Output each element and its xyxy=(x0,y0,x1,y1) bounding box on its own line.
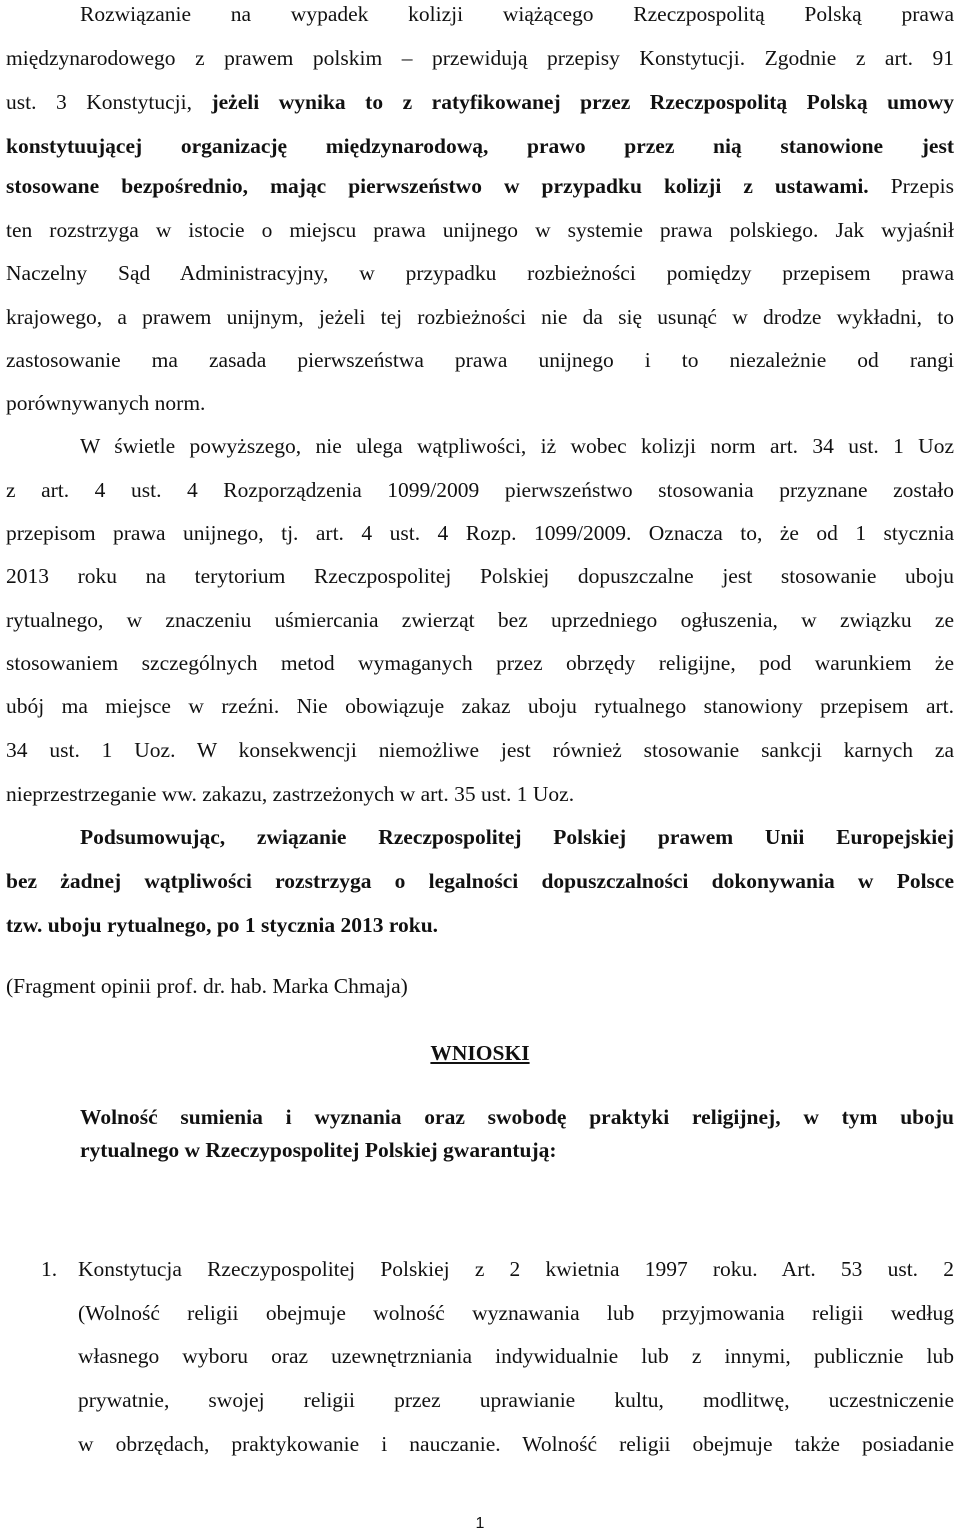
summary-line: tzw. uboju rytualnego, po 1 stycznia 2013 roku. xyxy=(6,913,439,937)
text-line: ubój ma miejsce w rzeźni. Nie obowiązuje zakaz uboju rytualnego stanowiony przepisem art. xyxy=(6,694,954,718)
summary-line: Podsumowując, związanie Rzeczpospolitej Polskiej prawem Unii Europejskiej xyxy=(80,825,954,849)
text-line: 34 ust. 1 Uoz. W konsekwencji niemożliwe jest również stosowanie sankcji karnych za xyxy=(6,738,954,762)
attribution: (Fragment opinii prof. dr. hab. Marka Chmaja) xyxy=(6,974,408,998)
list-item-line: (Wolność religii obejmuje wolność wyznawania lub przyjmowania religii według xyxy=(78,1301,954,1325)
intro-bold-line: rytualnego w Rzeczypospolitej Polskiej gwarantują: xyxy=(80,1138,557,1162)
text-line: krajowego, a prawem unijnym, jeżeli tej rozbieżności nie da się usunąć w drodze wykładni, to xyxy=(6,305,954,329)
text-line: stosowaniem szczególnych metod wymaganych przez obrzędy religijne, pod warunkiem że xyxy=(6,651,954,675)
text-line: W świetle powyższego, nie ulega wątpliwości, iż wobec kolizji norm art. 34 ust. 1 Uoz xyxy=(80,434,954,458)
section-heading: WNIOSKI xyxy=(430,1041,530,1065)
summary-line: bez żadnej wątpliwości rozstrzyga o legalności dopuszczalności dokonywania w Polsce xyxy=(6,869,954,893)
text-line: Rozwiązanie na wypadek kolizji wiążącego Rzeczpospolitą Polską prawa xyxy=(80,2,954,26)
text-line: konstytuującej organizację międzynarodową, prawo przez nią stanowione jest xyxy=(6,134,954,158)
page-number: 1 xyxy=(475,1515,485,1532)
list-item-line: prywatnie, swojej religii przez uprawianie kultu, modlitwę, uczestniczenie xyxy=(78,1388,954,1412)
text-line: międzynarodowego z prawem polskim – przewidują przepisy Konstytucji. Zgodnie z art. 91 xyxy=(6,46,954,70)
list-item-line: własnego wyboru oraz uzewnętrzniania indywidualnie lub z innymi, publicznie lub xyxy=(78,1344,954,1368)
text-line: Naczelny Sąd Administracyjny, w przypadku rozbieżności pomiędzy przepisem prawa xyxy=(6,261,954,285)
text-line: z art. 4 ust. 4 Rozporządzenia 1099/2009 pierwszeństwo stosowania przyznane zostało xyxy=(6,478,954,502)
text-line: stosowane bezpośrednio, mając pierwszeństwo w przypadku kolizji z ustawami. Przepis xyxy=(6,174,954,198)
text-line: ten rozstrzyga w istocie o miejscu prawa unijnego w systemie prawa polskiego. Jak wyjaśnił xyxy=(6,218,954,242)
intro-bold-line: Wolność sumienia i wyznania oraz swobodę praktyki religijnej, w tym uboju xyxy=(80,1105,954,1129)
list-item-line: Konstytucja Rzeczypospolitej Polskiej z 2 kwietnia 1997 roku. Art. 53 ust. 2 xyxy=(78,1257,954,1281)
text-line: 2013 roku na terytorium Rzeczpospolitej Polskiej dopuszczalne jest stosowanie uboju xyxy=(6,564,954,588)
text-line: przepisom prawa unijnego, tj. art. 4 ust. 4 Rozp. 1099/2009. Oznacza to, że od 1 stycznia xyxy=(6,521,954,545)
text-line: ust. 3 Konstytucji, jeżeli wynika to z ratyfikowanej przez Rzeczpospolitą Polską umowy xyxy=(6,90,955,114)
list-item-line: w obrzędach, praktykowanie i nauczanie. Wolność religii obejmuje także posiadanie xyxy=(78,1432,954,1456)
text-line: nieprzestrzeganie ww. zakazu, zastrzeżonych w art. 35 ust. 1 Uoz. xyxy=(6,782,575,806)
text-line: zastosowanie ma zasada pierwszeństwa prawa unijnego i to niezależnie od rangi xyxy=(6,348,954,372)
text-line: porównywanych norm. xyxy=(6,391,206,415)
text-line: rytualnego, w znaczeniu uśmiercania zwierząt bez uprzedniego ogłuszenia, w związku ze xyxy=(6,608,954,632)
